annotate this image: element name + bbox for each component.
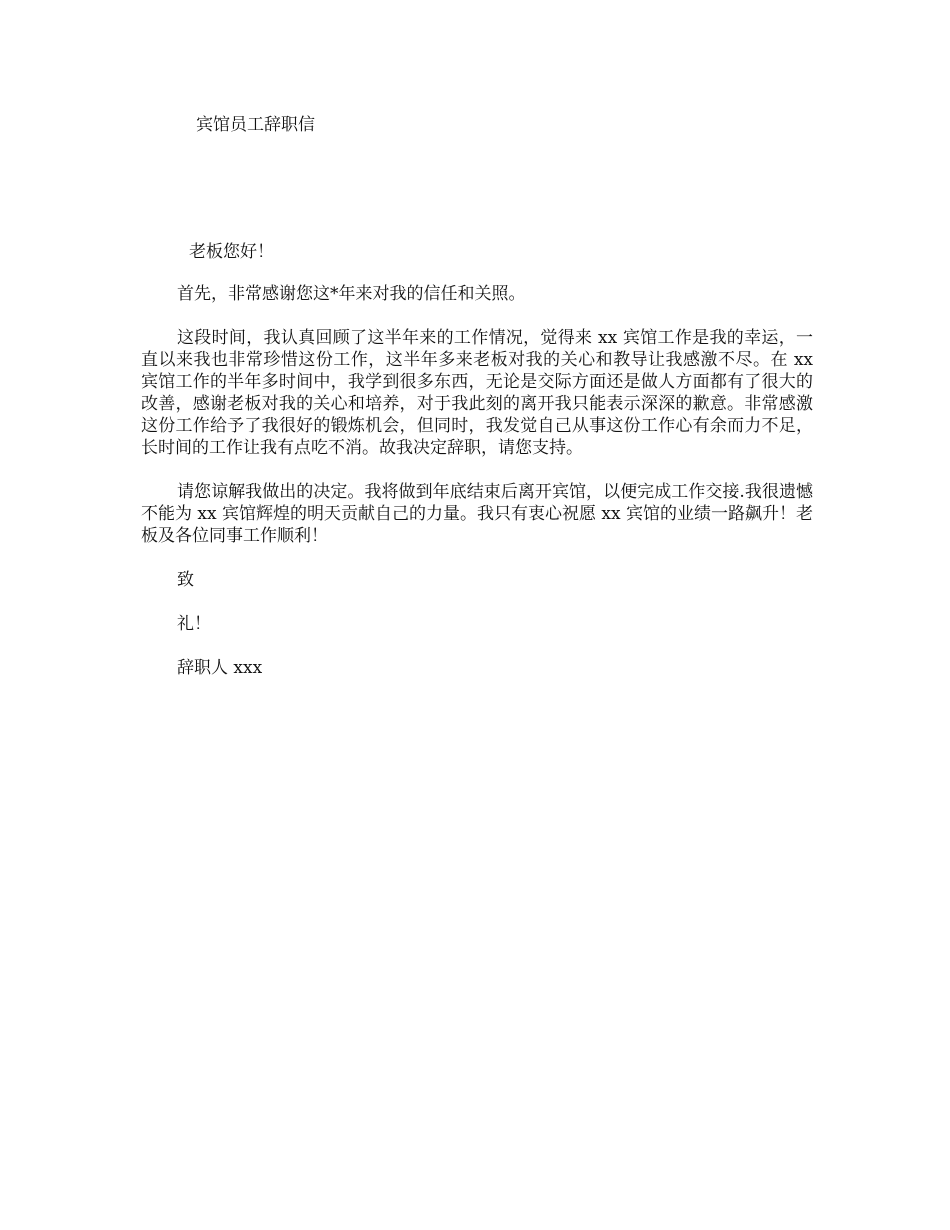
letter-body — [141, 283, 813, 701]
document-title: 宾馆员工辞职信 — [196, 115, 315, 135]
closing-salute: 礼！ — [177, 614, 211, 634]
paragraph-request: 请您谅解我做出的决定。我将做到年底结束后离开宾馆，以便完成工作交接.我很遗憾不能为 xx 宾馆辉煌的明天贡献自己的力量。我只有衷心祝愿 xx 宾馆的业绩一路飙升！老板及各位同事工作顺利！ — [141, 482, 813, 546]
paragraph-reflection: 这段时间，我认真回顾了这半年来的工作情况，觉得来 xx 宾馆工作是我的幸运，一直以来我也非常珍惜这份工作，这半年多来老板对我的关心和教导让我感激不尽。在 xx 宾馆工作的半年多时间中，我学到很多东西，无论是交际方面还是做人方面都有了很大的改善，感谢老板对我的关心和培养，对于我此刻的离开我只能表示深深的歉意。非常感激这份工作给予了我很好的锻炼机会，但同时，我发觉自己从事这份工作心有余而力不足，长时间的工作让我有点吃不消。故我决定辞职，请您支持。 — [141, 328, 813, 458]
paragraph-thanks: 首先，非常感谢您这*年来对我的信任和关照。 — [177, 284, 526, 304]
closing-to: 致 — [177, 570, 194, 590]
greeting: 老板您好！ — [189, 242, 274, 262]
signature: 辞职人 xxx — [177, 658, 263, 678]
